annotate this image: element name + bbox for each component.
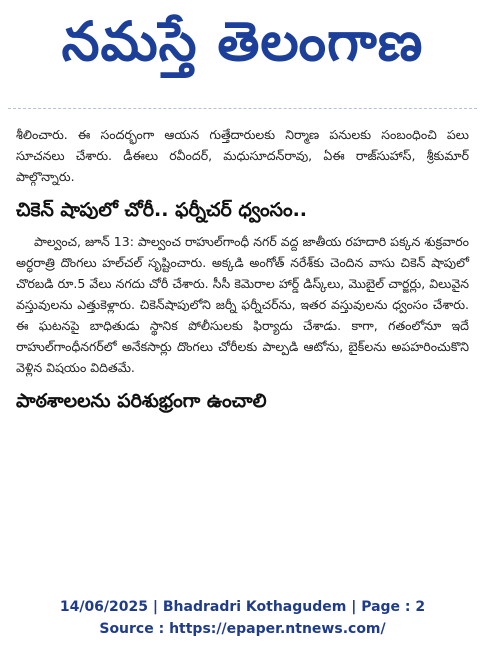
intro-paragraph: శీలించారు. ఈ సందర్భంగా ఆయన గుత్తేదారులకు నిర్మాణ పనులకు సంబంధించి పలు సూచనలు చేశారు. డీఈలు రవీందర్, మధుసూదన్‌రావు, ఏఈ రాజ్‌సుహాస్, శ్రీకుమార్ పాల్గొన్నారు.: [16, 127, 469, 184]
edition-info: 14/06/2025 | Bhadradri Kothagudem | Page : 2: [59, 599, 426, 615]
next-article-headline: పాఠశాలలను పరిశుభ్రంగా ఉంచాలి: [16, 390, 267, 412]
clipping-footer: [0, 596, 485, 656]
article-body: పాల్వంచ, జూన్ 13: పాల్వంచ రాహుల్‌గాంధీ నగర్ వద్ద జాతీయ రహదారి పక్కన శుక్రవారం అర్ధరాత్రి దొంగలు హల్‌చల్ సృష్టించారు. అక్కడి అంగోత్ నరేశ్‌కు చెందిన వాసు చికెన్ షాపులో చొరబడి రూ.5 వేలు నగదు చోరీ చేశారు. సీసీ కెమెరాల హార్డ్ డిస్క్‌లు, మొబైల్ చార్జర్లు, విలువైన వస్తువులను ఎత్తుకెళ్లారు. చికెన్‌షాపులోని జర్నీ ఫర్నీచర్‌ను, ఇతర వస్తువులను ధ్వంసం చేశారు. ఈ ఘటనపై బాధితుడు స్థానిక పోలీసులకు ఫిర్యాదు చేశాడు. కాగా, గతంలోనూ ఇదే రాహుల్‌గాంధీనగర్‌లో అనేకసార్లు దొంగలు చోరీలకు పాల్పడి ఆటోను, బైక్‌లను అపహరించుకొని వెళ్లిన విషయం విదితమే.: [16, 234, 469, 375]
source-link[interactable]: Source : https://epaper.ntnews.com/: [99, 621, 386, 637]
newspaper-logo: నమస్తే తెలంగాణ: [61, 10, 424, 73]
masthead-divider: [8, 108, 477, 109]
masthead: [0, 0, 485, 100]
article-headline: చికెన్ షాపులో చోరీ.. ఫర్నీచర్ ధ్వంసం..: [16, 199, 308, 221]
newspaper-clipping: [6, 112, 479, 582]
